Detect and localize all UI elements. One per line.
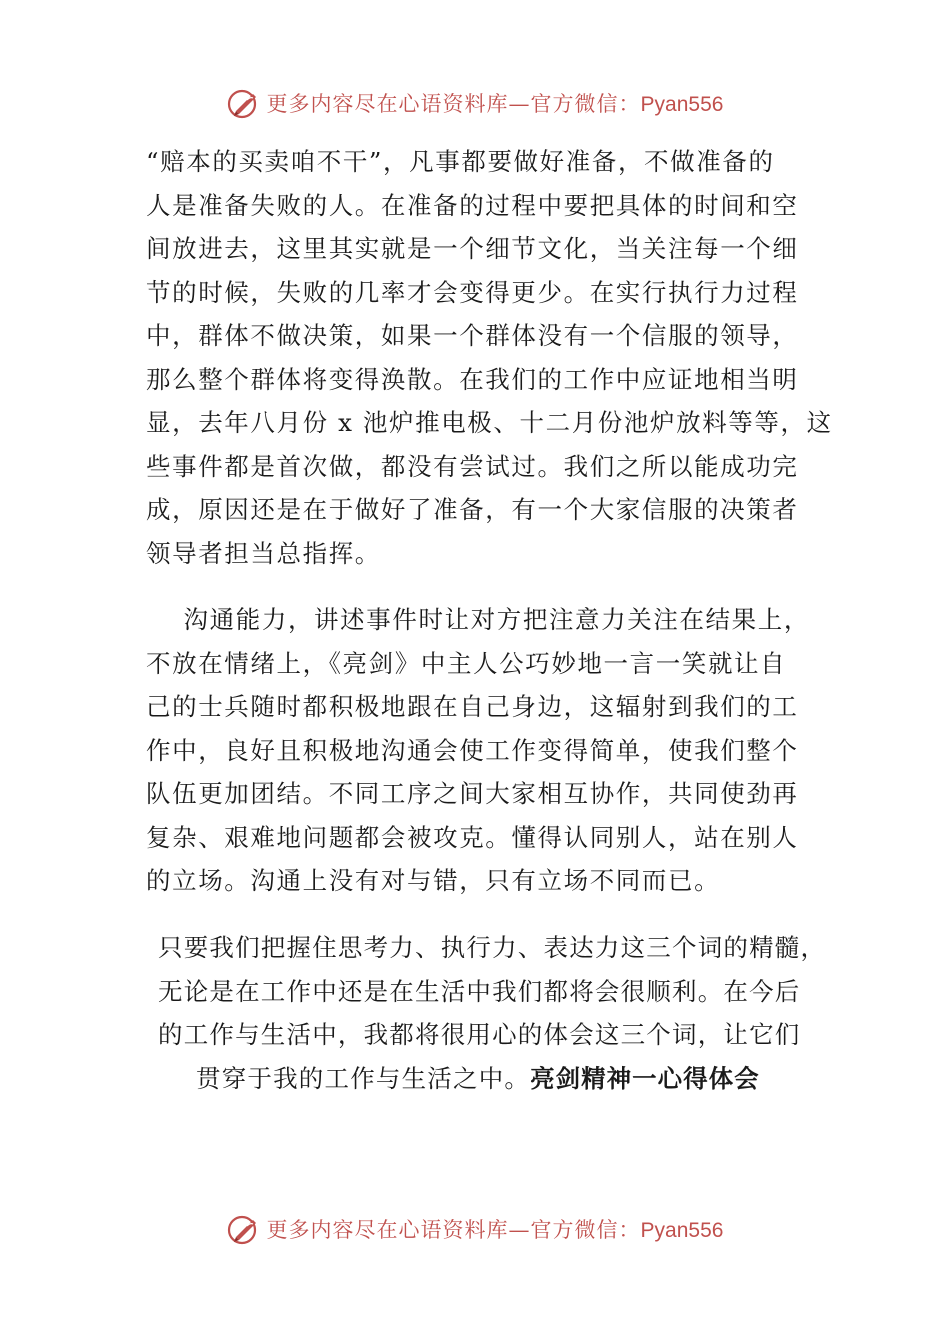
page-header-banner: [0, 86, 950, 120]
text-line: 的工作与生活中，我都将很用心的体会这三个词，让它们: [158, 1020, 801, 1049]
text-line: 队伍更加团结。不同工序之间大家相互协作，共同使劲再: [146, 779, 799, 808]
header-banner-text: 更多内容尽在心语资料库—官方微信：Pyan556: [266, 92, 724, 116]
document-title-bold: 亮剑精神一心得体会: [530, 1063, 760, 1093]
text-line: 显，去年八月份 x 池炉推电极、十二月份池炉放料等等，这: [146, 408, 833, 437]
paragraph-communication: [146, 598, 810, 903]
text-line: 只要我们把握住思考力、执行力、表达力这三个词的精髓，: [158, 933, 827, 962]
text-line-final: [158, 1057, 822, 1101]
text-line: 无论是在工作中还是在生活中我们都将会很顺利。在今后: [158, 976, 801, 1006]
text-line: 不放在情绪上，《亮剑》中主人公巧妙地一言一笑就让自: [146, 648, 787, 678]
pen-circle-logo-icon: [227, 1212, 261, 1246]
text-line: 沟通能力，讲述事件时让对方把注意力关注在结果上，: [146, 605, 810, 634]
footer-wechat-handle: Pyan556: [640, 1219, 724, 1242]
text-line: 那么整个群体将变得涣散。在我们的工作中应证地相当明: [146, 364, 799, 394]
text-line: 些事件都是首次做，都没有尝试过。我们之所以能成功完: [146, 451, 799, 481]
footer-banner-text: 更多内容尽在心语资料库—官方微信：Pyan556: [266, 1218, 724, 1242]
paragraph-preparation: [146, 140, 833, 575]
text-line: 己的士兵随时都积极地跟在自己身边，这辐射到我们的工: [146, 692, 799, 721]
final-line-text: 贯穿于我的工作与生活之中。: [196, 1063, 531, 1093]
text-line: 中，群体不做决策，如果一个群体没有一个信服的领导，: [146, 321, 799, 350]
text-line: 领导者担当总指挥。: [146, 538, 381, 568]
text-line: 的立场。沟通上没有对与错，只有立场不同而已。: [146, 866, 721, 895]
text-line: 节的时候，失败的几率才会变得更少。在实行执行力过程: [146, 277, 799, 307]
text-line: 人是准备失败的人。在准备的过程中要把具体的时间和空: [146, 190, 799, 220]
text-line: 成，原因还是在于做好了准备，有一个大家信服的决策者: [146, 495, 799, 524]
pen-circle-logo-icon: [227, 86, 261, 120]
header-wechat-handle: Pyan556: [640, 93, 724, 116]
text-line: 复杂、艰难地问题都会被攻克。懂得认同别人，站在别人: [146, 822, 799, 852]
text-line: 间放进去，这里其实就是一个细节文化，当关注每一个细: [146, 234, 799, 263]
paragraph-conclusion: [158, 926, 827, 1100]
text-line: “赔本的买卖咱不干”，凡事都要做好准备，不做准备的: [146, 147, 775, 176]
text-line: 作中，良好且积极地沟通会使工作变得简单，使我们整个: [146, 735, 799, 765]
page-footer-banner: [0, 1212, 950, 1246]
